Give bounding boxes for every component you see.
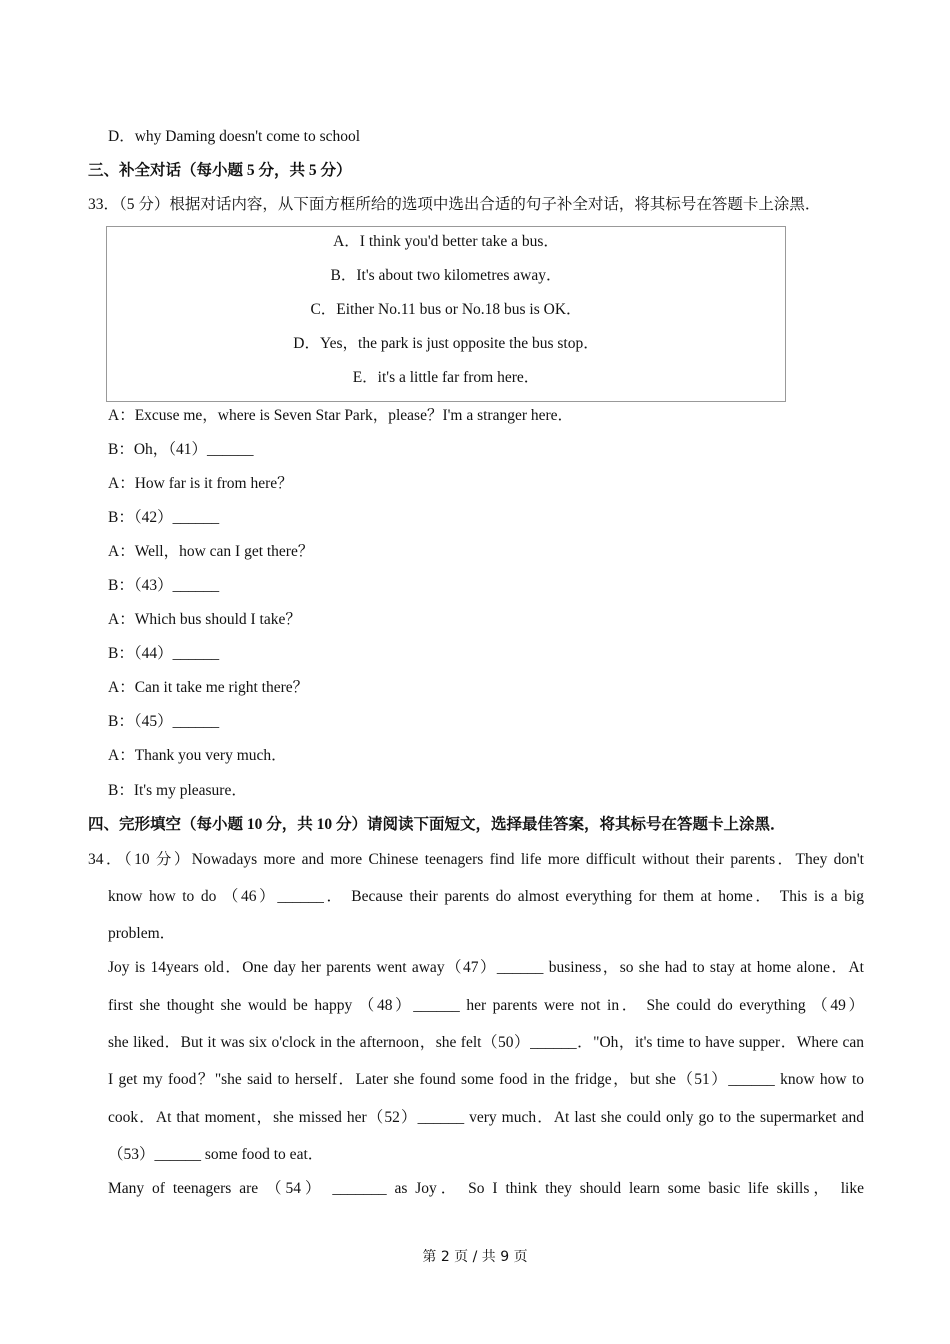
option-d: D．Yes，the park is just opposite the bus stop． <box>293 335 599 352</box>
question-34-first-line: 34．（10 分）Nowadays more and more Chinese teenagers find life more difficult without their parents．They don't <box>88 851 864 868</box>
page-footer: 第 2 页 / 共 9 页 <box>422 1249 528 1265</box>
dialogue-line: A：How far is it from here？ <box>108 475 293 492</box>
dialogue-line: A：Well，how can I get there？ <box>108 543 314 560</box>
dialogue-line: A：Excuse me，where is Seven Star Park，please？I'm a stranger here． <box>108 407 574 424</box>
dialogue-line: A：Can it take me right there？ <box>108 679 309 696</box>
passage-line: I get my food？"she said to herself．Later she found some food in the fridge，but she（51）______ know how to <box>108 1071 864 1088</box>
passage-line: she liked．But it was six o'clock in the afternoon，she felt（50）______．"Oh，it's time to have supper．Where can <box>108 1034 864 1051</box>
dialogue-line: A：Which bus should I take？ <box>108 611 301 628</box>
option-e: E．it's a little far from here． <box>352 369 540 386</box>
dialogue-line: A：Thank you very much． <box>108 747 287 764</box>
option-b: B．It's about two kilometres away． <box>330 267 562 284</box>
passage-line: Joy is 14years old．One day her parents went away（47）______ business，so she had to stay at home alone．At <box>108 959 864 976</box>
passage-line: first she thought she would be happy （48）______ her parents were not in． She could do everything （49） <box>108 997 864 1014</box>
options-box <box>106 226 786 402</box>
option-a: A．I think you'd better take a bus． <box>333 233 559 250</box>
dialogue-line: B：Oh，（41）______ <box>108 441 254 458</box>
passage-line: know how to do （46）______． Because their parents do almost everything for them at home． This is a big <box>108 888 864 905</box>
dialogue-line: B：（44）______ <box>108 645 220 662</box>
section-3-title: 三、补全对话（每小题 5 分，共 5 分） <box>88 162 352 179</box>
passage-line: problem． <box>108 925 176 942</box>
section-4-title: 四、完形填空（每小题 10 分，共 10 分）请阅读下面短文，选择最佳答案，将其标号在答题卡上涂黑． <box>88 816 786 833</box>
dialogue-line: B：It's my pleasure． <box>108 782 247 799</box>
dialogue-line: B：（43）______ <box>108 577 220 594</box>
dialogue-line: B：（45）______ <box>108 713 220 730</box>
question-33-instruction: 33．（5 分）根据对话内容，从下面方框所给的选项中选出合适的句子补全对话，将其标号在答题卡上涂黑． <box>88 196 821 213</box>
passage-line: Many of teenagers are （54） _______ as Joy． So I think they should learn some basic life skills， like <box>108 1180 864 1197</box>
previous-option-d: D．why Daming doesn't come to school <box>108 128 361 145</box>
passage-line: （53）______ some food to eat． <box>108 1146 324 1163</box>
dialogue-line: B：（42）______ <box>108 509 220 526</box>
option-c: C．Either No.11 bus or No.18 bus is OK． <box>310 301 582 318</box>
passage-line: cook．At that moment，she missed her（52）______ very much．At last she could only go to the supermarket and <box>108 1109 864 1126</box>
